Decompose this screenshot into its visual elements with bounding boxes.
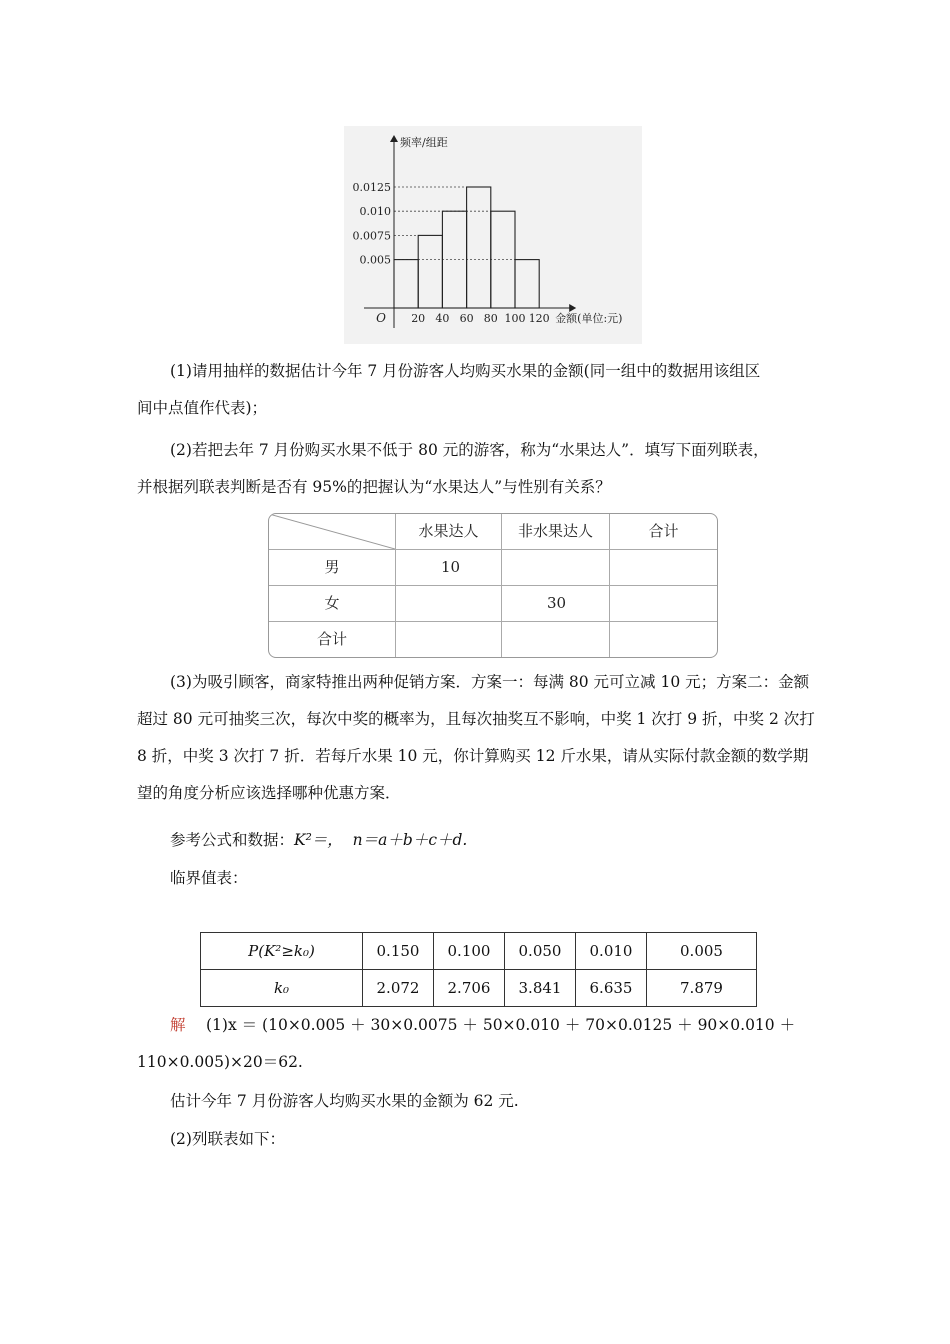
x-tick-label: 80 bbox=[483, 312, 498, 325]
p-value-cell: 0.150 bbox=[363, 933, 434, 970]
solution-tag: 解 bbox=[170, 1016, 186, 1034]
x-tick-label: 100 bbox=[504, 312, 526, 325]
x-tick-label: 120 bbox=[528, 312, 550, 325]
solution-line2: 110×0.005)×20＝62. bbox=[137, 1053, 303, 1071]
p-value-cell: 0.050 bbox=[505, 933, 576, 970]
q3-line3: 8 折，中奖 3 次打 7 折．若每斤水果 10 元，你计算购买 12 斤水果，请从实际付款金额的数学期 bbox=[137, 747, 809, 765]
row-label-female: 女 bbox=[324, 594, 340, 612]
solution-line1: (1)x ＝ (10×0.005 ＋ 30×0.0075 ＋ 50×0.010 ＋ 70×0.0125 ＋ 90×0.010 ＋ bbox=[206, 1016, 796, 1034]
x-tick-label: 60 bbox=[459, 312, 474, 325]
q1-line2: 间中点值作代表)； bbox=[137, 399, 268, 417]
critical-value-table bbox=[200, 932, 757, 1007]
q2-line2: 并根据列联表判断是否有 95%的把握认为“水果达人”与性别有关系？ bbox=[137, 478, 611, 496]
cell-female-nonexpert: 30 bbox=[547, 594, 567, 612]
contingency-table bbox=[268, 513, 718, 658]
histogram-bar bbox=[394, 260, 418, 308]
q1-line1: (1)请用抽样的数据估计今年 7 月份游客人均购买水果的金额(同一组中的数据用该组区 bbox=[170, 362, 761, 380]
diagonal-header-line bbox=[269, 514, 395, 549]
x-tick-label: 20 bbox=[411, 312, 426, 325]
x-tick-label: 40 bbox=[435, 312, 450, 325]
row1-label: P(K²≥k₀) bbox=[201, 933, 363, 970]
header-fruit-expert: 水果达人 bbox=[418, 522, 479, 540]
solution-line3: 估计今年 7 月份游客人均购买水果的金额为 62 元. bbox=[170, 1092, 519, 1110]
reference-line bbox=[170, 829, 467, 851]
histogram-chart bbox=[344, 126, 642, 344]
x-axis-label: 金额(单位:元) bbox=[555, 312, 623, 325]
y-tick-label: 0.005 bbox=[359, 253, 391, 267]
p-value-cell: 0.010 bbox=[576, 933, 647, 970]
p-value-cell: 0.100 bbox=[434, 933, 505, 970]
reference-prefix: 参考公式和数据： bbox=[170, 831, 295, 849]
n-formula: n＝a＋b＋c＋d. bbox=[352, 831, 468, 849]
k-value-cell: 2.072 bbox=[363, 970, 434, 1007]
histogram-svg bbox=[344, 126, 642, 344]
critical-value-label: 临界值表： bbox=[170, 869, 248, 887]
y-tick-label: 0.010 bbox=[359, 205, 391, 219]
k-value-cell: 3.841 bbox=[505, 970, 576, 1007]
header-total: 合计 bbox=[648, 522, 679, 540]
y-tick-label: 0.0125 bbox=[352, 181, 391, 194]
y-tick-label: 0.0075 bbox=[352, 229, 391, 243]
q3-line4: 望的角度分析应该选择哪种优惠方案． bbox=[137, 784, 401, 802]
cell-male-expert: 10 bbox=[441, 558, 461, 576]
row-label-male: 男 bbox=[324, 558, 340, 576]
k2-formula: K²＝， bbox=[294, 831, 343, 849]
p-value-cell: 0.005 bbox=[647, 933, 757, 970]
k-value-cell: 2.706 bbox=[434, 970, 505, 1007]
histogram-bar bbox=[467, 187, 491, 308]
row-label-total: 合计 bbox=[316, 630, 347, 648]
table-row bbox=[201, 970, 757, 1007]
row2-label: k₀ bbox=[201, 970, 363, 1007]
solution-line4: (2)列联表如下： bbox=[170, 1130, 285, 1148]
table-row bbox=[201, 933, 757, 970]
histogram-bar bbox=[515, 260, 539, 308]
k-value-cell: 6.635 bbox=[576, 970, 647, 1007]
k-value-cell: 7.879 bbox=[647, 970, 757, 1007]
header-non-fruit-expert: 非水果达人 bbox=[517, 522, 593, 540]
q3-line2: 超过 80 元可抽奖三次，每次中奖的概率为，且每次抽奖互不影响，中奖 1 次打 9 折，中奖 2 次打 bbox=[137, 710, 815, 728]
origin-label: O bbox=[376, 311, 386, 325]
q3-line1: (3)为吸引顾客，商家特推出两种促销方案．方案一：每满 80 元可立减 10 元；方案二：金额 bbox=[170, 673, 810, 691]
y-axis-label: 频率/组距 bbox=[400, 136, 448, 149]
histogram-bar bbox=[418, 235, 442, 308]
q2-line1: (2)若把去年 7 月份购买水果不低于 80 元的游客，称为“水果达人”．填写下面列联表， bbox=[170, 441, 769, 459]
